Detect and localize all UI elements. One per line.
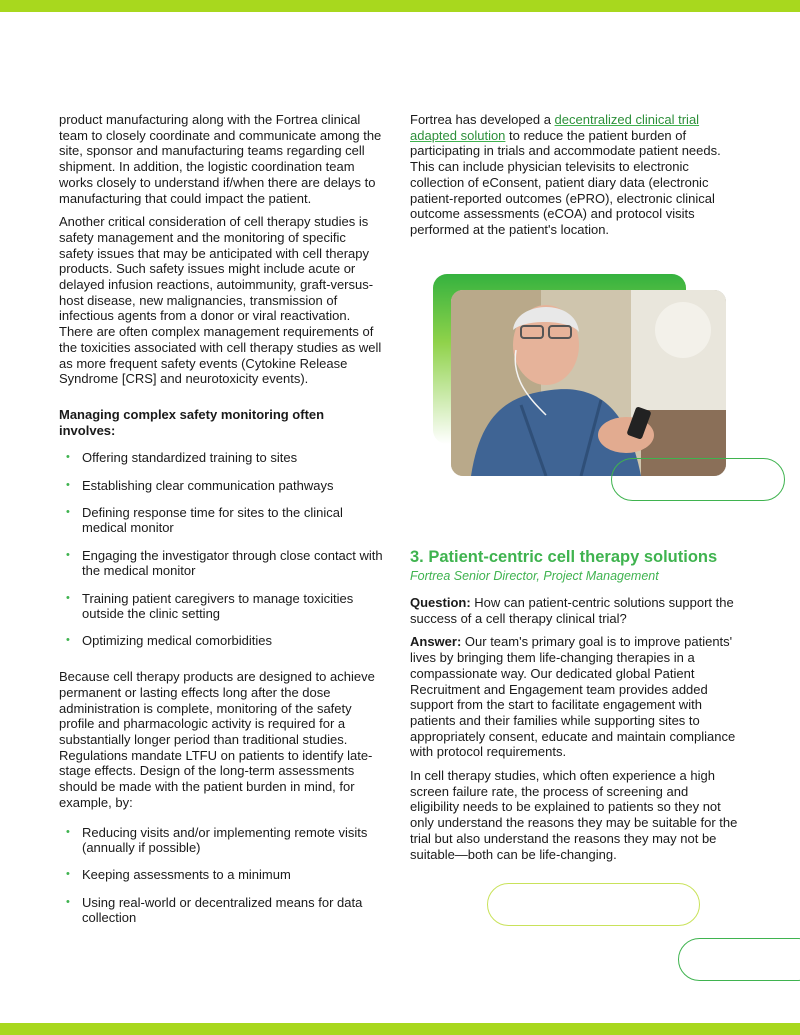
decorative-outline-pill	[678, 938, 800, 981]
paragraph-screening: In cell therapy studies, which often experience a high screen failure rate, the process of screening and eligibility needs to be explained to patients so they not only understand the reasons they may be suitable for the trial but also understand the reasons they may not be suitable—both can be life-changing.	[410, 768, 738, 862]
right-column-intro	[410, 112, 740, 246]
bullet-icon: •	[66, 591, 70, 604]
list-item: • Reducing visits and/or implementing remote visits (annually if possible)	[66, 824, 368, 856]
paragraph-safety: Another critical consideration of cell therapy studies is safety management and the monitoring of specific safety issues that may be anticipated with cell therapy products. Such safety issues might include acute or delayed infusion reactions, autoimmunity, graft-versus-host disease, new malignancies, transmission of infectious agents from a donor or viral reactivation. There are often complex management requirements of the toxicities associated with cell therapy studies as well as more frequent safety events (Cytokine Release Syndrome [CRS] and neurotoxicity events).	[59, 214, 382, 387]
list-item: • Establishing clear communication pathways	[66, 477, 334, 493]
list-item: • Training patient caregivers to manage toxicities outside the clinic setting	[66, 590, 354, 622]
top-accent-bar	[0, 0, 800, 12]
section-subtitle: Fortrea Senior Director, Project Management	[410, 569, 659, 583]
ltfu-list	[59, 825, 384, 927]
answer-label: Answer:	[410, 634, 462, 650]
list-item: • Using real-world or decentralized means for data collection	[66, 894, 363, 926]
list-item: • Keeping assessments to a minimum	[66, 867, 291, 883]
decorative-outline-pill	[611, 458, 785, 501]
patient-photo-block	[433, 274, 733, 479]
list-item: • Engaging the investigator through close contact with the medical monitor	[66, 547, 383, 579]
decorative-outline-pill	[487, 883, 700, 926]
bullet-icon: •	[66, 895, 70, 908]
list-item: • Defining response time for sites to the clinical medical monitor	[66, 504, 343, 536]
bullet-icon: •	[66, 478, 70, 491]
patient-photo	[451, 290, 726, 476]
bottom-accent-bar	[0, 1023, 800, 1035]
bullet-icon: •	[66, 868, 70, 881]
answer-paragraph: Answer: Our team's primary goal is to improve patients' lives by bringing them life-changing therapies in a compassionate way. Our dedicated global Patient Recruitment and Engagement team provides added support from the start to facilitate engagement with patients and their families while supporting sites to appropriately consent, educate and maintain compliance with protocol requirements.	[410, 634, 736, 760]
paragraph-manufacturing: product manufacturing along with the Fortrea clinical team to closely coordinate and communicate among the site, sponsor and manufacturing teams regarding cell shipment. In addition, the logistic coordination team works closely to understand if/when there are delays to manufacturing that could impact the patient.	[59, 112, 382, 206]
bullet-icon: •	[66, 451, 70, 464]
paragraph-ltfu: Because cell therapy products are designed to achieve permanent or lasting effects long after the dose administration is complete, monitoring of the safety profile and pharmacologic activity is required for a substantially longer period than traditional studies. Regulations mandate LTFU on patients to identify late-stage effects. Design of the long-term assessments should be made with the patient burden in mind, for example, by:	[59, 669, 375, 810]
question-label: Question:	[410, 595, 471, 610]
safety-list	[59, 450, 384, 649]
left-column	[59, 112, 384, 938]
section-title: 3. Patient-centric cell therapy solutions	[410, 548, 718, 566]
section-patient-centric	[410, 548, 740, 870]
dct-solution-link[interactable]: decentralized clinical trial adapted solution	[410, 112, 700, 143]
bullet-icon: •	[66, 825, 70, 838]
paragraph-dct: Fortrea has developed a decentralized clinical trial adapted solution to reduce the patient burden of participating in trials and accommodate patient needs. This can include physician televisits to electronic collection of eConsent, patient diary data (electronic patient-reported outcomes (ePRO), electronic clinical outcome assessments (eCOA) and protocol visits performed at the patient's location.	[410, 112, 721, 237]
bullet-icon: •	[66, 505, 70, 518]
elderly-man-with-phone-image	[451, 290, 726, 476]
bullet-icon: •	[66, 548, 70, 561]
bullet-icon: •	[66, 634, 70, 647]
question-paragraph: Question: How can patient-centric solutions support the success of a cell therapy clinical trial?	[410, 595, 734, 626]
safety-list-heading: Managing complex safety monitoring often involves:	[59, 406, 325, 438]
list-item: • Offering standardized training to sites	[66, 450, 298, 466]
list-item: • Optimizing medical comorbidities	[66, 633, 273, 649]
